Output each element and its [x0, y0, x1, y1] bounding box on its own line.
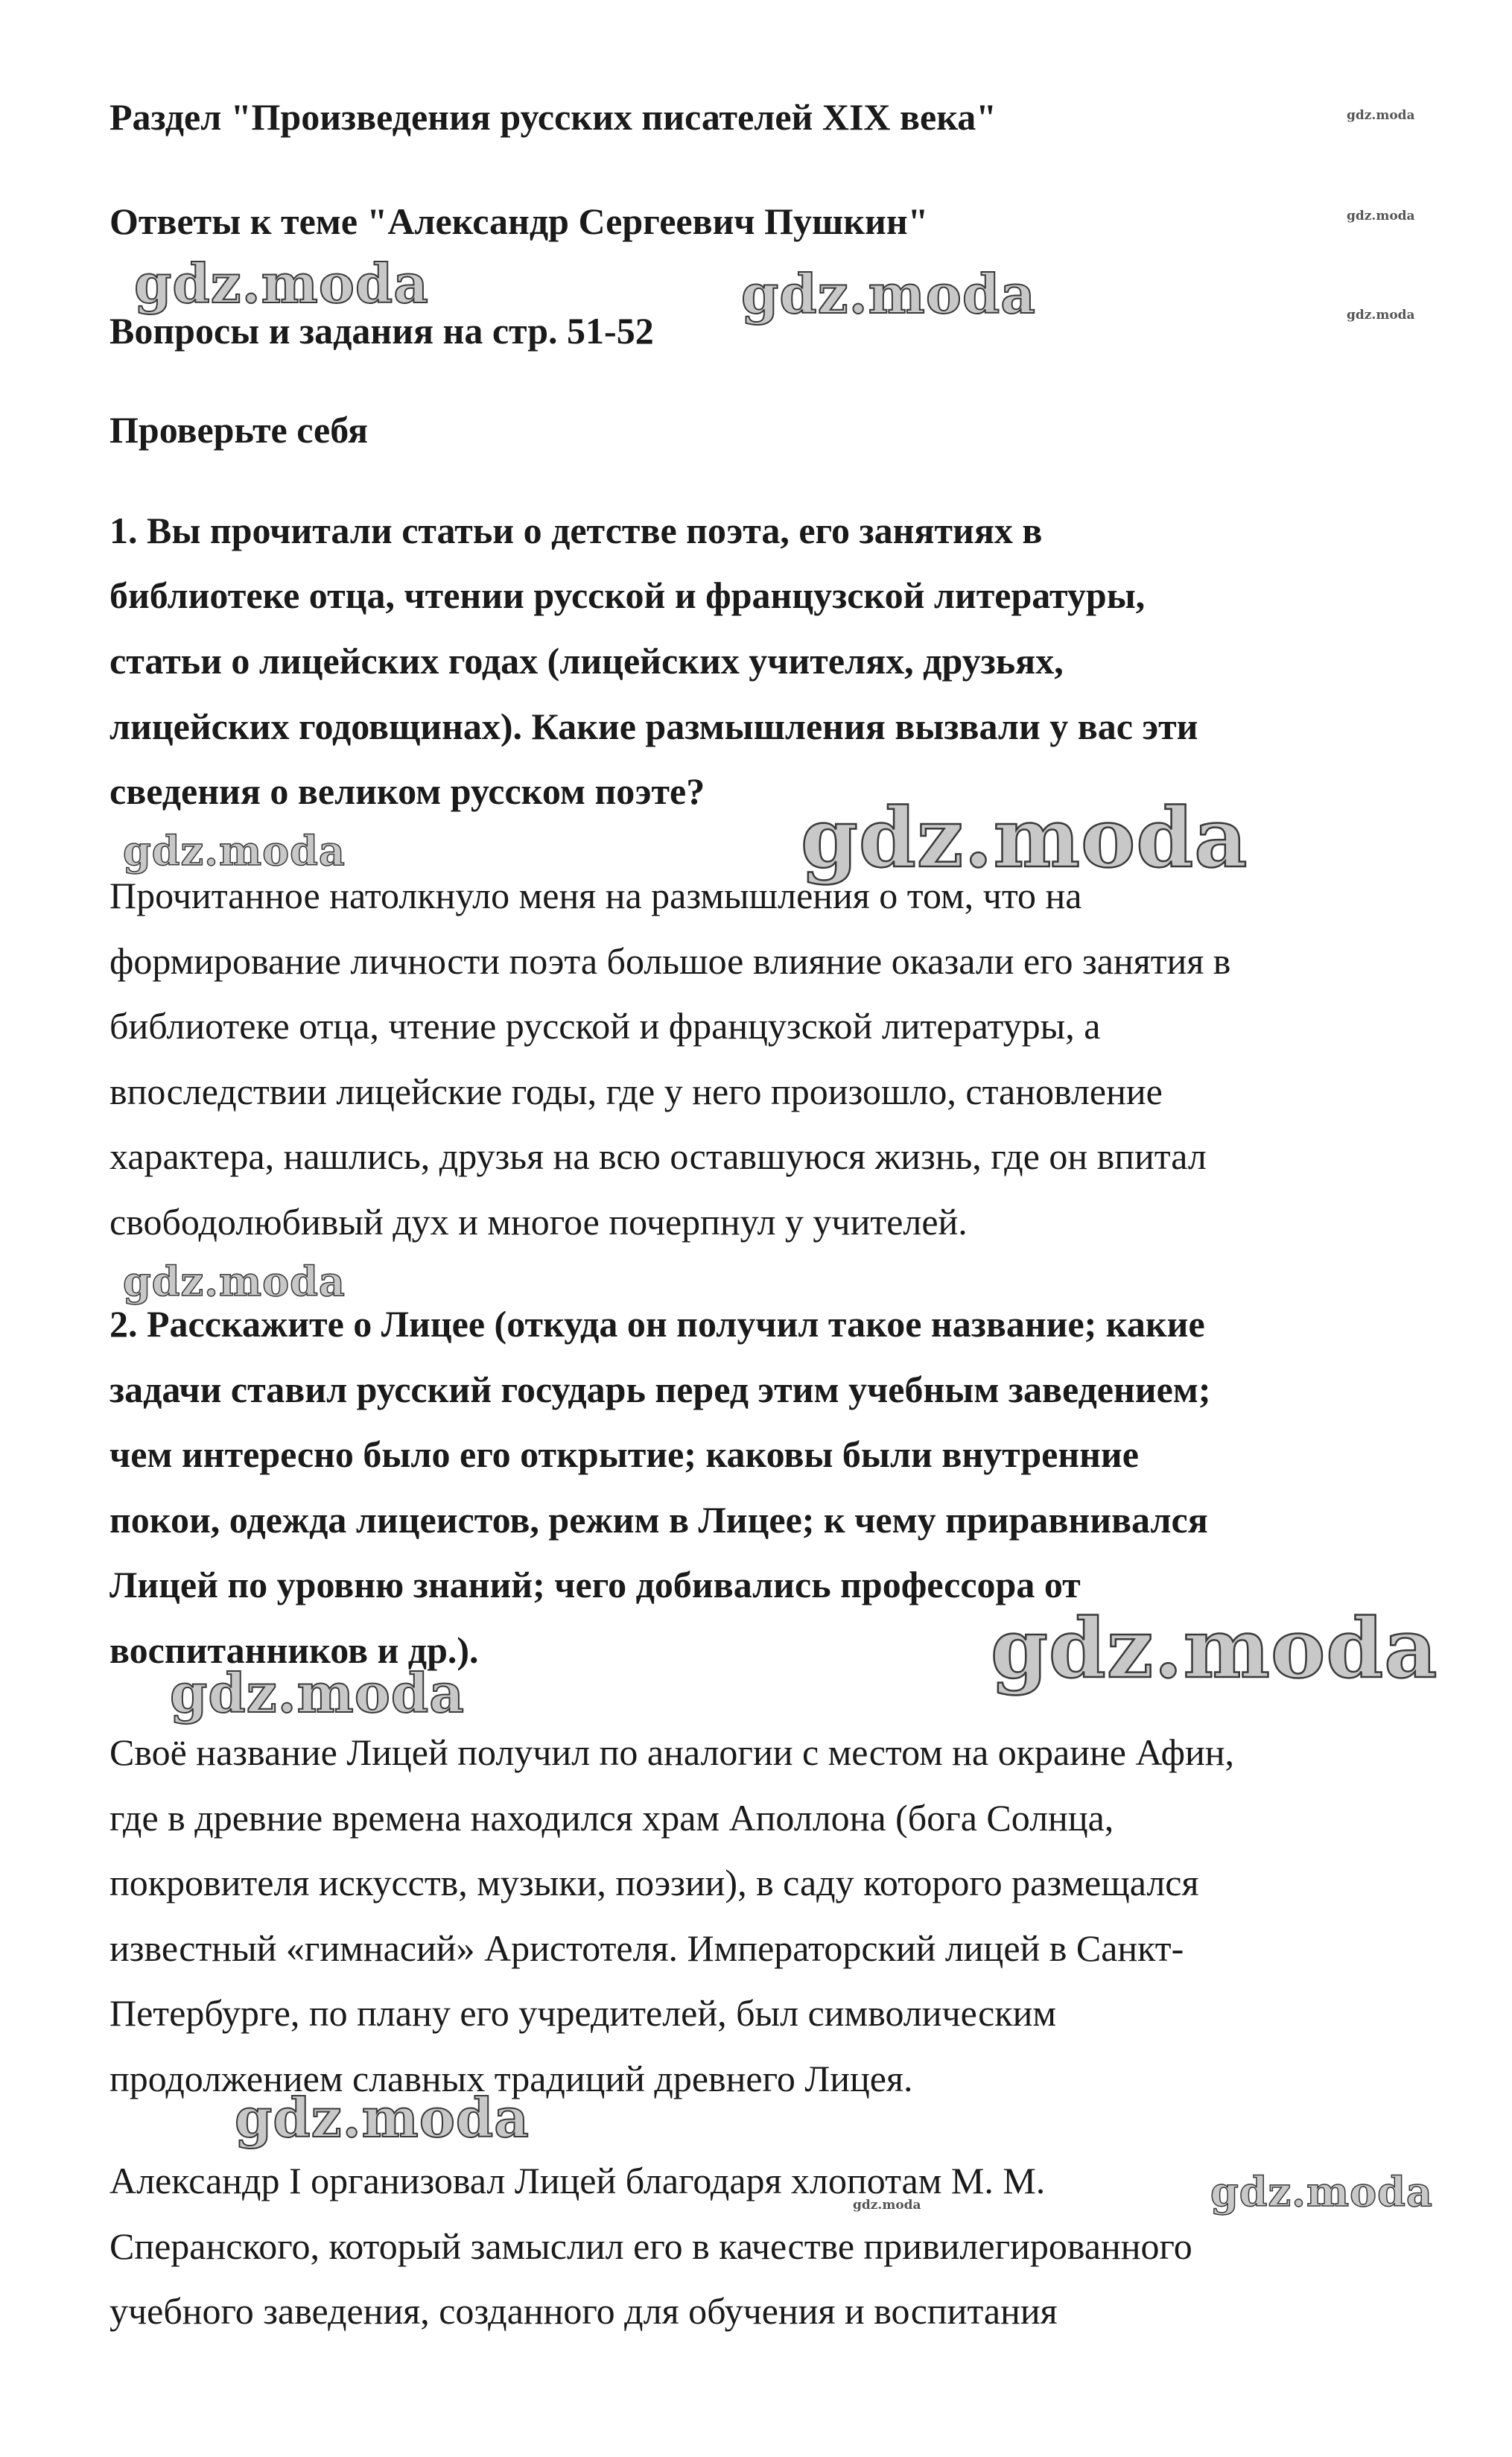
- section-title: Раздел "Произведения русских писателей XIX века": [109, 96, 997, 138]
- question2-line: 2. Расскажите о Лицее (откуда он получил такое название; какие: [109, 1303, 1205, 1345]
- answer1-line: формирование личности поэта большое влияние оказали его занятия в: [109, 940, 1231, 982]
- watermark: gdz.moda: [1210, 2168, 1433, 2216]
- answer2-line: Своё название Лицей получил по аналогии с местом на окраине Афин,: [109, 1731, 1235, 1773]
- watermark-tiny: gdz.moda: [853, 2198, 921, 2213]
- answer2-line: Петербурге, по плану его учредителей, был символическим: [109, 1992, 1056, 2034]
- answer2-line: продолжением славных традиций древнего Лицея.: [109, 2058, 913, 2099]
- answer1-line: характера, нашлись, друзья на всю оставшуюся жизнь, где он впитал: [109, 1135, 1207, 1177]
- answer2-line: известный «гимнасий» Аристотеля. Императорский лицей в Санкт-: [109, 1927, 1184, 1969]
- answer1-line: свободолюбивый дух и многое почерпнул у учителей.: [109, 1201, 968, 1243]
- questions-page-heading: Вопросы и задания на стр. 51-52: [109, 310, 654, 352]
- question2-line: задачи ставил русский государь перед этим учебным заведением;: [109, 1369, 1211, 1410]
- question2-line: чем интересно было его открытие; каковы были внутренние: [109, 1433, 1139, 1475]
- answer2-line: покровителя искусств, музыки, поэзии), в саду которого размещался: [109, 1862, 1199, 1903]
- answer1-line: библиотеке отца, чтение русской и французской литературы, а: [109, 1005, 1101, 1047]
- question2-line: Лицей по уровню знаний; чего добивались профессора от: [109, 1564, 1081, 1605]
- question2-line: воспитанников и др.).: [109, 1629, 479, 1671]
- watermark: gdz.moda: [134, 252, 429, 315]
- watermark-tiny: gdz.moda: [1347, 209, 1415, 223]
- question1-line: библиотеке отца, чтении русской и французской литературы,: [109, 574, 1146, 616]
- watermark: gdz.moda: [991, 1600, 1438, 1696]
- watermark: gdz.moda: [235, 2086, 530, 2149]
- watermark: gdz.moda: [741, 262, 1036, 326]
- watermark: gdz.moda: [801, 790, 1248, 886]
- answer2-line: где в древние времена находился храм Аполлона (бога Солнца,: [109, 1797, 1114, 1839]
- answer2-line: учебного заведения, созданного для обучения и воспитания: [109, 2290, 1058, 2332]
- check-yourself-heading: Проверьте себя: [109, 409, 369, 451]
- answer2-line: Сперанского, который замыслил его в качестве привилегированного: [109, 2225, 1192, 2267]
- watermark: gdz.moda: [123, 827, 346, 875]
- question1-line: статьи о лицейских годах (лицейских учителях, друзьях,: [109, 640, 1064, 682]
- watermark: gdz.moda: [170, 1661, 465, 1725]
- answer1-line: Прочитанное натолкнуло меня на размышления о том, что на: [109, 875, 1082, 916]
- question2-line: покои, одежда лицеистов, режим в Лицее; к чему приравнивался: [109, 1499, 1208, 1541]
- watermark-tiny: gdz.moda: [1347, 108, 1415, 123]
- answer1-line: впоследствии лицейские годы, где у него произошло, становление: [109, 1071, 1163, 1112]
- question1-line: лицейских годовщинах). Какие размышления вызвали у вас эти: [109, 706, 1198, 747]
- question1-line: сведения о великом русском поэте?: [109, 770, 705, 812]
- topic-title: Ответы к теме "Александр Сергеевич Пушкин": [109, 200, 929, 242]
- answer2-line: Александр I организовал Лицей благодаря хлопотам М. М.: [109, 2160, 1046, 2201]
- watermark: gdz.moda: [123, 1258, 346, 1305]
- watermark-tiny: gdz.moda: [1347, 308, 1415, 323]
- question1-line: 1. Вы прочитали статьи о детстве поэта, его занятиях в: [109, 510, 1043, 551]
